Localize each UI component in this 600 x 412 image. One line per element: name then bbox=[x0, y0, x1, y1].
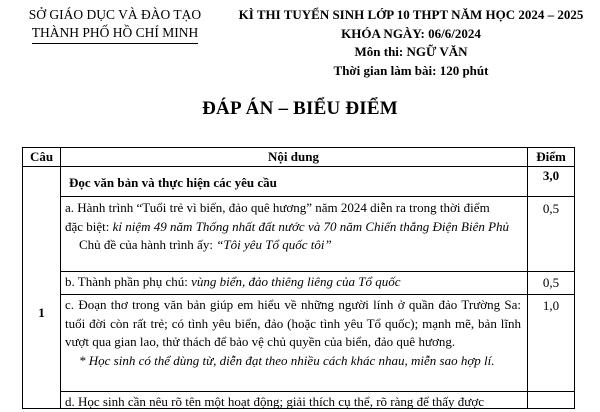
answer-a bbox=[65, 199, 523, 255]
question-number: 1 bbox=[38, 305, 45, 320]
section-title: Đọc văn bản và thực hiện các yêu cầu bbox=[69, 175, 277, 190]
row-divider bbox=[60, 271, 574, 272]
score-a: 0,5 bbox=[542, 201, 560, 216]
exam-duration: Thời gian làm bài: 120 phút bbox=[333, 62, 489, 78]
page-title: ĐÁP ÁN – BIỂU ĐIỂM bbox=[202, 98, 398, 119]
authority-city: THÀNH PHỐ HỒ CHÍ MINH bbox=[32, 24, 199, 44]
answer-a-theme-value: “Tôi yêu Tổ quốc tôi” bbox=[216, 237, 332, 252]
answer-c-text: c. Đoạn thơ trong văn bản giúp em hiểu về những người lính ở quần đảo Trường Sa: tuổi đời còn rất trẻ; có tình yêu biển, đảo (hoặc tình yêu Tổ quốc); mạnh mẽ, bản lĩnh vượt qua gian lao, thử thách để bảo vệ chủ quyền của biển, đảo quê hương. bbox=[65, 297, 521, 349]
exam-date: KHÓA NGÀY: 06/6/2024 bbox=[341, 25, 481, 41]
authority-department: SỞ GIÁO DỤC VÀ ĐÀO TẠO bbox=[28, 7, 202, 22]
row-divider bbox=[60, 196, 574, 197]
answer-c-note: * Học sinh có thể dùng từ, diễn đạt theo nhiều cách khác nhau, miễn sao hợp lí. bbox=[79, 352, 495, 368]
answer-a-line1: a. Hành trình “Tuổi trẻ vì biển, đảo quê hương” năm 2024 diễn ra trong thời điểm bbox=[65, 200, 490, 215]
answer-key-table bbox=[22, 147, 575, 409]
answer-b bbox=[65, 273, 523, 292]
column-divider bbox=[60, 148, 61, 408]
answer-d: d. Học sinh cần nêu rõ tên một hoạt động; giải thích cụ thể, rõ ràng để thấy được bbox=[65, 394, 484, 409]
row-divider bbox=[60, 391, 574, 392]
header-question: Câu bbox=[29, 149, 54, 164]
section-score: 3,0 bbox=[542, 168, 560, 183]
answer-b-italic: vùng biển, đảo thiêng liêng của Tổ quốc bbox=[191, 274, 401, 289]
issuing-authority bbox=[4, 6, 226, 44]
answer-b-prefix: b. Thành phần phụ chú: bbox=[65, 274, 192, 289]
score-c: 1,0 bbox=[542, 298, 560, 313]
answer-c bbox=[65, 296, 521, 370]
header-score: Điểm bbox=[536, 149, 566, 164]
answer-a-italic: kỉ niệm 49 năm Thống nhất đất nước và 70 năm Chiến thắng Điện Biên Phủ bbox=[112, 218, 510, 234]
exam-title: KÌ THI TUYỂN SINH LỚP 10 THPT NĂM HỌC 2024 – 2025 bbox=[238, 7, 584, 22]
exam-info bbox=[222, 6, 600, 80]
row-divider bbox=[60, 294, 574, 295]
answer-a-theme-label: Chủ đề của hành trình ấy: bbox=[79, 237, 217, 252]
exam-subject: Môn thi: NGỮ VĂN bbox=[354, 44, 468, 59]
score-b: 0,5 bbox=[542, 275, 560, 290]
header-content: Nội dung bbox=[268, 149, 319, 164]
answer-a-prefix: đặc biệt: bbox=[65, 218, 113, 234]
